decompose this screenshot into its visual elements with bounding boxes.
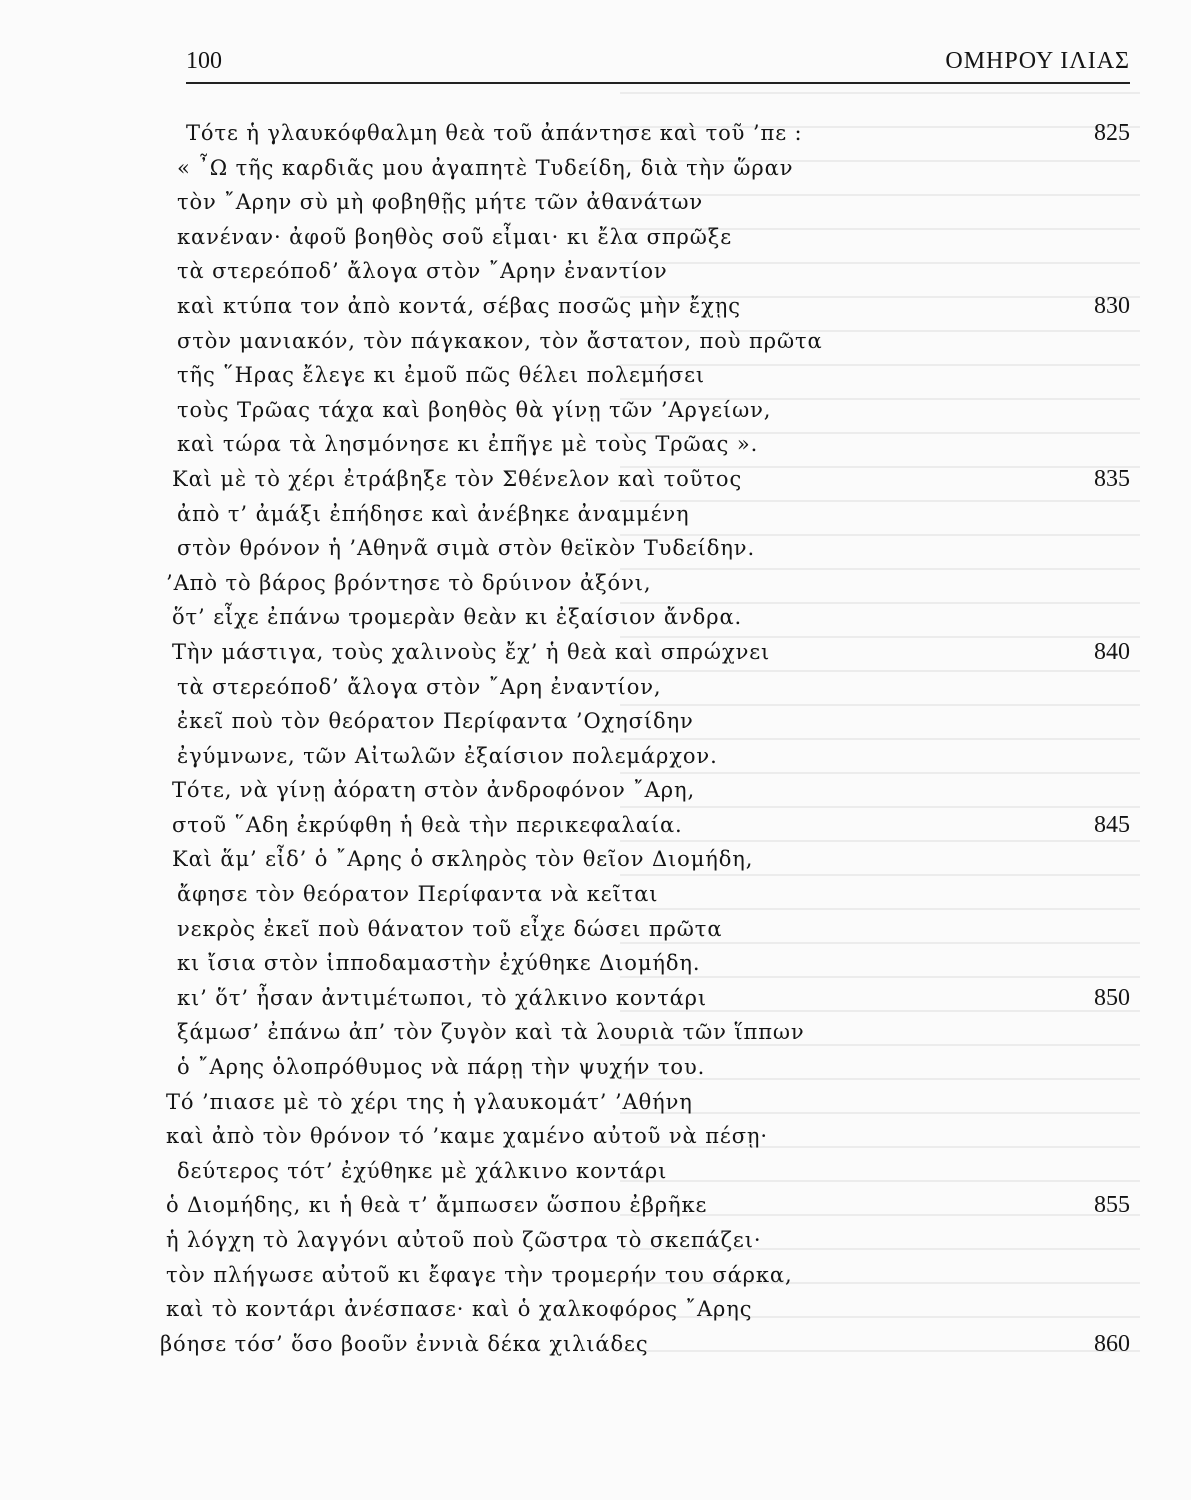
running-title: ΟΜΗΡΟΥ ΙΛΙΑΣ: [945, 48, 1130, 74]
verse-line: [160, 1258, 1130, 1293]
verse-text: ὁ Διομήδης, κι ἡ θεὰ τ’ ἄμπωσεν ὥσπου ἐβρῆκε: [166, 1193, 708, 1218]
verse-text: Τότε, νὰ γίνῃ ἀόρατη στὸν ἀνδροφόνον ῎Αρη,: [172, 778, 696, 803]
verse-text: ἄφησε τὸν θεόρατον Περίφαντα νὰ κεῖται: [177, 882, 659, 907]
verse-text: ὅτ’ εἶχε ἐπάνω τρομερὰν θεὰν κι ἐξαίσιον ἄνδρα.: [172, 605, 743, 630]
verse-line: [160, 1327, 1130, 1362]
verse-text: κανέναν· ἀφοῦ βοηθὸς σοῦ εἶμαι· κι ἔλα σπρῶξε: [177, 224, 733, 249]
verse-text: ἐκεῖ ποὺ τὸν θεόρατον Περίφαντα ’Οχησίδην: [177, 709, 694, 734]
verse-line: [160, 393, 1130, 428]
verse-line: [160, 1292, 1130, 1327]
line-number: 845: [1094, 811, 1130, 838]
verse-text: τὸν ῎Αρην σὺ μὴ φοβηθῇς μήτε τῶν ἀθανάτων: [177, 190, 704, 215]
verse-line: [160, 289, 1130, 324]
verse-text: « ῏Ω τῆς καρδιᾶς μου ἀγαπητὲ Τυδείδη, διὰ τὴν ὥραν: [177, 155, 794, 180]
line-number: 860: [1094, 1330, 1130, 1357]
verse-line: [160, 1050, 1130, 1085]
verse-text: κι’ ὅτ’ ἦσαν ἀντιμέτωποι, τὸ χάλκινο κοντάρι: [177, 985, 708, 1010]
line-number: 830: [1094, 292, 1130, 319]
verse-text: καὶ κτύπα τον ἀπὸ κοντά, σέβας ποσῶς μὴν ἔχῃς: [177, 293, 741, 318]
verse-text: κι ἴσια στὸν ἱπποδαμαστὴν ἐχύθηκε Διομήδη.: [177, 951, 701, 976]
verse-text: τοὺς Τρῶας τάχα καὶ βοηθὸς θὰ γίνῃ τῶν ’Αργείων,: [177, 397, 772, 422]
verse-text: ’Απὸ τὸ βάρος βρόντησε τὸ δρύινον ἀξόνι,: [166, 570, 652, 595]
verse-line: [160, 427, 1130, 462]
verse-text: στὸν μανιακόν, τὸν πάγκακον, τὸν ἄστατον, ποὺ πρῶτα: [177, 328, 823, 353]
verse-line: [160, 254, 1130, 289]
verse-text: καὶ τὸ κοντάρι ἀνέσπασε· καὶ ὁ χαλκοφόρος ῎Αρης: [166, 1297, 753, 1322]
verse-list: [160, 116, 1130, 1361]
verse-line: [160, 566, 1130, 601]
verse-text: Τό ’πιασε μὲ τὸ χέρι της ἡ γλαυκομάτ’ ’Αθήνη: [166, 1089, 693, 1114]
verse-line: [160, 981, 1130, 1016]
verse-text: ὁ ῎Αρης ὁλοπρόθυμος νὰ πάρῃ τὴν ψυχήν του.: [177, 1055, 706, 1080]
verse-text: ἀπὸ τ’ ἀμάξι ἐπήδησε καὶ ἀνέβηκε ἀναμμένη: [177, 501, 690, 526]
verse-line: [160, 151, 1130, 186]
verse-line: [160, 946, 1130, 981]
line-number: 850: [1094, 984, 1130, 1011]
line-number: 825: [1094, 120, 1130, 146]
verse-line: [160, 600, 1130, 635]
verse-text: ἡ λόγχη τὸ λαγγόνι αὐτοῦ ποὺ ζῶστρα τὸ σκεπάζει·: [166, 1228, 762, 1252]
verse-line: [160, 842, 1130, 877]
verse-text: τὰ στερεόποδ’ ἄλογα στὸν ῎Αρη ἐναντίον,: [177, 674, 662, 699]
line-number: 835: [1094, 465, 1130, 492]
verse-line: [160, 1119, 1130, 1154]
verse-line: [160, 912, 1130, 947]
verse-text: στοῦ ῞Αδη ἐκρύφθη ἡ θεὰ τὴν περικεφαλαία.: [172, 812, 683, 837]
verse-line: [160, 220, 1130, 255]
verse-line: [160, 704, 1130, 739]
verse-line: [160, 1085, 1130, 1120]
verse-text: ἐγύμνωνε, τῶν Αἰτωλῶν ἐξαίσιον πολεμάρχον.: [177, 743, 718, 768]
verse-line: [160, 497, 1130, 532]
verse-text: δεύτερος τότ’ ἐχύθηκε μὲ χάλκινο κοντάρι: [177, 1158, 668, 1183]
verse-line: [160, 773, 1130, 808]
page-number: 100: [186, 48, 222, 74]
verse-line: [160, 185, 1130, 220]
verse-text: Τότε ἡ γλαυκόφθαλμη θεὰ τοῦ ἀπάντησε καὶ τοῦ ’πε :: [186, 121, 803, 145]
verse-line: [160, 739, 1130, 774]
page-header: [186, 48, 1130, 78]
header-rule: [186, 82, 1130, 84]
verse-line: [160, 1154, 1130, 1189]
verse-text: καὶ τώρα τὰ λησμόνησε κι ἐπῆγε μὲ τοὺς Τρῶας ».: [177, 432, 759, 457]
verse-line: [160, 808, 1130, 843]
verse-line: [160, 635, 1130, 670]
verse-text: τὰ στερεόποδ’ ἄλογα στὸν ῎Αρην ἐναντίον: [177, 259, 668, 284]
verse-text: τὸν πλήγωσε αὐτοῦ κι ἔφαγε τὴν τρομερήν του σάρκα,: [166, 1262, 793, 1287]
verse-text: νεκρὸς ἐκεῖ ποὺ θάνατον τοῦ εἶχε δώσει πρῶτα: [177, 916, 723, 941]
verse-text: καὶ ἀπὸ τὸν θρόνον τό ’καμε χαμένο αὐτοῦ νὰ πέσῃ·: [166, 1124, 768, 1149]
verse-text: Καὶ μὲ τὸ χέρι ἐτράβηξε τὸν Σθένελον καὶ τοῦτος: [172, 466, 743, 491]
verse-text: βόησε τόσ’ ὅσο βοοῦν ἐννιὰ δέκα χιλιάδες: [160, 1331, 649, 1356]
verse-text: στὸν θρόνον ἡ ’Αθηνᾶ σιμὰ στὸν θεϊκὸν Τυδείδην.: [177, 536, 756, 561]
verse-line: [160, 1015, 1130, 1050]
line-number: 840: [1094, 638, 1130, 665]
verse-line: [160, 116, 1130, 151]
line-number: 855: [1094, 1192, 1130, 1219]
verse-line: [160, 877, 1130, 912]
verse-text: Καὶ ἅμ’ εἶδ’ ὁ ῎Αρης ὁ σκληρὸς τὸν θεῖον Διομήδη,: [172, 847, 754, 872]
verse-line: [160, 531, 1130, 566]
verse-line: [160, 358, 1130, 393]
verse-line: [160, 670, 1130, 705]
verse-line: [160, 324, 1130, 359]
verse-text: τῆς ῞Ηρας ἔλεγε κι ἐμοῦ πῶς θέλει πολεμήσει: [177, 363, 706, 388]
verse-line: [160, 1223, 1130, 1258]
verse-text: ξάμωσ’ ἐπάνω ἀπ’ τὸν ζυγὸν καὶ τὰ λουριὰ τῶν ἵππων: [177, 1020, 805, 1045]
verse-line: [160, 1188, 1130, 1223]
verse-line: [160, 462, 1130, 497]
verse-text: Τὴν μάστιγα, τοὺς χαλινοὺς ἔχ’ ἡ θεὰ καὶ σπρώχνει: [172, 639, 771, 664]
